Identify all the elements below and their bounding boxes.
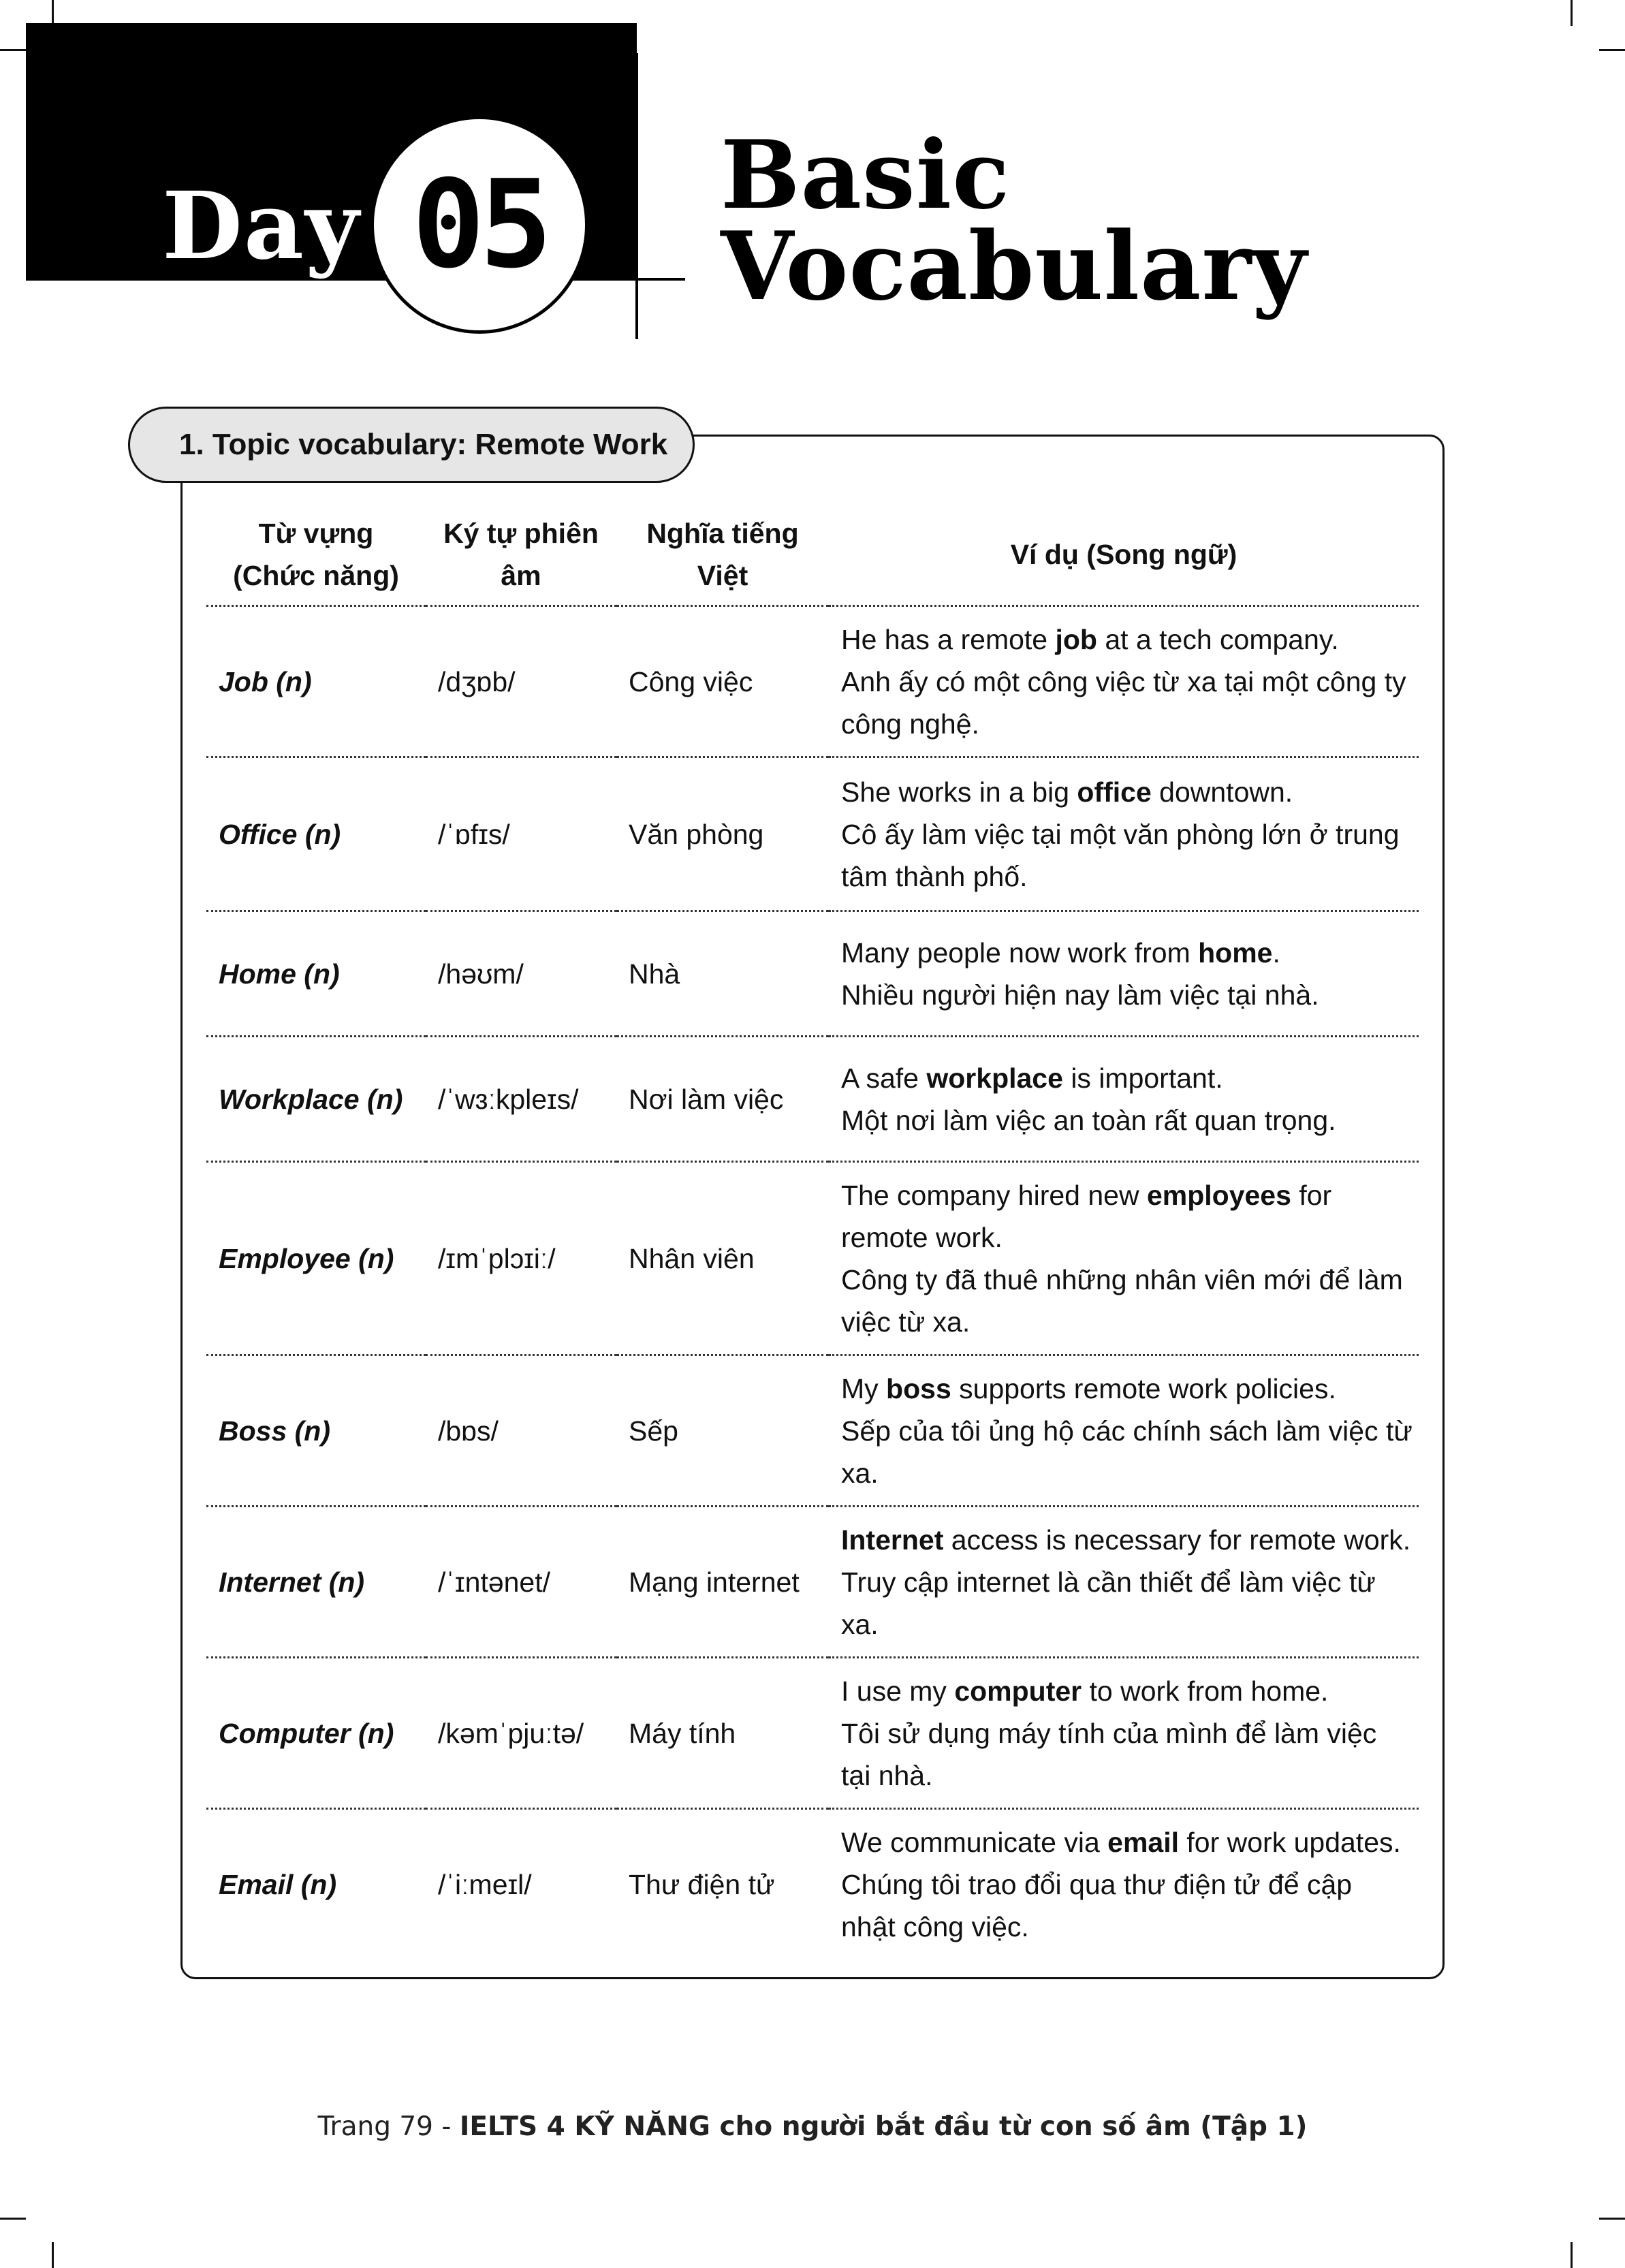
- vocab-meaning: Nhà: [616, 911, 829, 1037]
- vocab-word: Job (n): [206, 606, 426, 757]
- vocab-example: [829, 911, 1419, 1037]
- example-english: My boss supports remote work policies.: [841, 1372, 1336, 1404]
- example-vietnamese: Sếp của tôi ủng hộ các chính sách làm việc từ xa.: [841, 1415, 1413, 1489]
- day-number-badge: [370, 116, 588, 334]
- header-example: Ví dụ (Song ngữ): [829, 504, 1419, 606]
- section-title: 1. Topic vocabulary: Remote Work: [128, 407, 695, 483]
- table-row: [206, 1658, 1419, 1809]
- vocab-ipa: /ˈɒfɪs/: [426, 757, 616, 911]
- vocab-ipa: /ˈiːmeɪl/: [438, 1869, 532, 1901]
- vocab-ipa: /dʒɒb/: [426, 606, 616, 757]
- table-row: [206, 606, 1419, 757]
- table-row: [206, 1037, 1419, 1162]
- vocab-word: Boss (n): [206, 1355, 426, 1507]
- book-title: IELTS 4 KỸ NĂNG cho người bắt đầu từ con số âm (Tập 1): [459, 2111, 1308, 2142]
- divider-horizontal: [633, 278, 685, 281]
- crop-mark: [0, 49, 26, 51]
- header-meaning: Nghĩa tiếng Việt: [616, 504, 829, 606]
- crop-mark: [1571, 2242, 1573, 2268]
- example-english: Many people now work from home.: [841, 936, 1280, 968]
- vocab-example: [829, 1658, 1419, 1809]
- vocab-word: Workplace (n): [206, 1037, 426, 1162]
- vocab-ipa: /ˈɪntənet/: [426, 1507, 616, 1658]
- example-vietnamese: Tôi sử dụng máy tính của mình để làm việc tại nhà.: [841, 1717, 1377, 1791]
- day-label: Day: [162, 172, 361, 281]
- header-ipa: Ký tự phiên âm: [426, 504, 616, 606]
- vocab-meaning: Máy tính: [616, 1658, 829, 1809]
- header-word: Từ vựng (Chức năng): [206, 504, 426, 606]
- vocab-word: Computer (n): [206, 1658, 426, 1809]
- vocab-meaning: Mạng internet: [616, 1507, 829, 1658]
- crop-mark: [0, 2218, 26, 2220]
- vocab-example: [829, 1809, 1419, 1960]
- vocab-meaning: Nhân viên: [616, 1162, 829, 1355]
- vocab-ipa: /ˈwɜːkpleɪs/: [426, 1037, 616, 1162]
- table-header-row: [206, 504, 1419, 606]
- table-row: [206, 1809, 1419, 1960]
- crop-mark: [52, 0, 54, 26]
- table-row: [206, 1507, 1419, 1658]
- vocab-meaning: Công việc: [616, 606, 829, 757]
- table-row: [206, 757, 1419, 911]
- vocab-meaning: Thư điện tử: [629, 1869, 775, 1901]
- crop-mark: [1599, 2218, 1625, 2220]
- crop-mark: [1571, 0, 1573, 26]
- vocab-ipa: /həʊm/: [426, 911, 616, 1037]
- vocab-example: [829, 1037, 1419, 1162]
- example-english: She works in a big office downtown.: [841, 776, 1293, 808]
- vocabulary-table: [206, 504, 1419, 1960]
- vocab-ipa: /kəmˈpjuːtə/: [426, 1658, 616, 1809]
- vocab-word: Internet (n): [206, 1507, 426, 1658]
- divider-vertical: [635, 53, 638, 339]
- example-english: We communicate via email for work updates.: [841, 1827, 1401, 1859]
- vocab-ipa: /ɪmˈplɔɪiː/: [426, 1162, 616, 1355]
- vocab-meaning: Nơi làm việc: [616, 1037, 829, 1162]
- example-english: The company hired new employees for remote work.: [841, 1179, 1332, 1253]
- vocab-word: Office (n): [206, 757, 426, 911]
- example-vietnamese: Chúng tôi trao đổi qua thư điện tử để cập nhật công việc.: [841, 1869, 1353, 1943]
- page-footer: [0, 2111, 1625, 2142]
- vocab-ipa: /bɒs/: [426, 1355, 616, 1507]
- vocab-word: Email (n): [219, 1869, 337, 1901]
- example-vietnamese: Công ty đã thuê những nhân viên mới để làm việc từ xa.: [841, 1263, 1403, 1338]
- vocab-example: [829, 1162, 1419, 1355]
- example-vietnamese: Nhiều người hiện nay làm việc tại nhà.: [841, 979, 1319, 1011]
- table-row: [206, 911, 1419, 1037]
- vocab-example: [829, 757, 1419, 911]
- example-english: He has a remote job at a tech company.: [841, 623, 1339, 655]
- vocab-meaning: Sếp: [616, 1355, 829, 1507]
- day-number: 05: [411, 154, 548, 295]
- example-english: Internet access is necessary for remote work.: [841, 1524, 1411, 1556]
- title-line-2: Vocabulary: [721, 210, 1308, 321]
- vocab-word: Home (n): [206, 911, 426, 1037]
- vocab-example: [829, 606, 1419, 757]
- crop-mark: [1599, 49, 1625, 51]
- example-vietnamese: Cô ấy làm việc tại một văn phòng lớn ở trung tâm thành phố.: [841, 818, 1400, 892]
- crop-mark: [52, 2242, 54, 2268]
- vocab-word: Employee (n): [206, 1162, 426, 1355]
- example-vietnamese: Anh ấy có một công việc từ xa tại một công ty công nghệ.: [841, 665, 1406, 740]
- example-english: A safe workplace is important.: [841, 1062, 1223, 1094]
- table-row: [206, 1355, 1419, 1507]
- page-number: Trang 79 -: [317, 2111, 460, 2142]
- page-title: [721, 119, 1308, 321]
- vocab-meaning: Văn phòng: [616, 757, 829, 911]
- title-line-1: Basic: [721, 119, 1011, 230]
- vocab-example: [829, 1507, 1419, 1658]
- example-english: I use my computer to work from home.: [841, 1675, 1329, 1707]
- example-vietnamese: Một nơi làm việc an toàn rất quan trọng.: [841, 1104, 1336, 1136]
- table-row: [206, 1162, 1419, 1355]
- example-vietnamese: Truy cập internet là cần thiết để làm việc từ xa.: [841, 1566, 1376, 1640]
- vocab-example: [829, 1355, 1419, 1507]
